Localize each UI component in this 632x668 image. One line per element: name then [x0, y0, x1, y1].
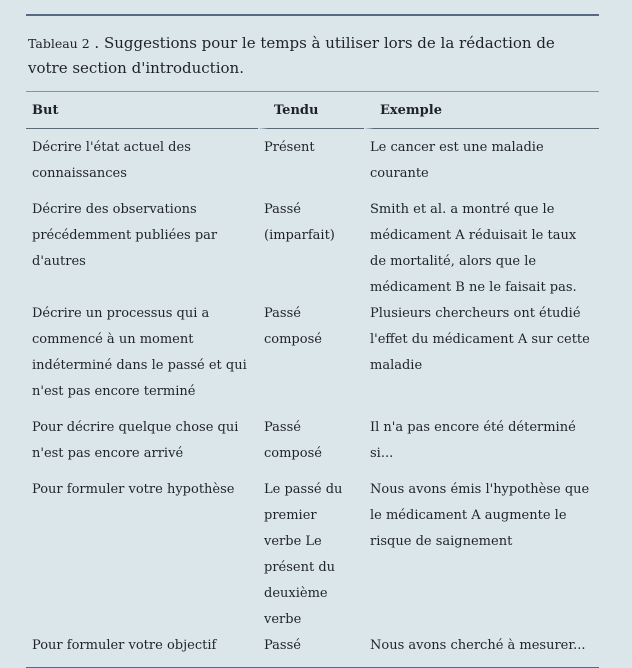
cell-but: Pour formuler votre objectif: [32, 638, 217, 653]
cell-tendu: Passé composé: [264, 306, 322, 347]
cell-but: Décrire un processus qui a commencé à un moment indéterminé dans le passé et qui n'est pas encore terminé: [32, 306, 247, 399]
caption-text: . Suggestions pour le temps à utiliser lors de la rédaction de votre section d'introduction.: [28, 34, 555, 77]
caption-label: Tableau 2: [28, 36, 90, 51]
cell-but: Décrire l'état actuel des connaissances: [32, 140, 191, 181]
table-row: [26, 301, 599, 415]
header-exemple: Exemple: [364, 92, 599, 129]
cell-but: Pour formuler votre hypothèse: [32, 482, 235, 497]
cell-tendu: Passé (imparfait): [264, 202, 335, 243]
table-row: [26, 197, 599, 301]
cell-exemple: Le cancer est une maladie courante: [370, 140, 544, 181]
cell-exemple: Smith et al. a montré que le médicament A réduisait le taux de mortalité, alors que le médicament B ne le faisait pas.: [370, 202, 577, 295]
table-row: [26, 633, 599, 661]
cell-tendu: Le passé du premier verbe Le présent du deuxième verbe: [264, 482, 343, 627]
table-figure: [26, 0, 599, 668]
cell-exemple: Nous avons cherché à mesurer...: [370, 638, 586, 653]
header-tendu: Tendu: [258, 92, 364, 129]
cell-tendu: Passé composé: [264, 420, 322, 461]
cell-exemple: Plusieurs chercheurs ont étudié l'effet du médicament A sur cette maladie: [370, 306, 590, 373]
cell-but: Décrire des observations précédemment publiées par d'autres: [32, 202, 218, 269]
cell-exemple: Nous avons émis l'hypothèse que le médicament A augmente le risque de saignement: [370, 482, 590, 549]
cell-tendu: Passé: [264, 638, 301, 653]
header-row: [26, 92, 599, 129]
cell-exemple: Il n'a pas encore été déterminé si...: [370, 420, 576, 461]
header-but: But: [26, 92, 258, 129]
cell-tendu: Présent: [264, 140, 315, 155]
table-caption: [28, 16, 588, 84]
table-row: [26, 129, 599, 197]
table-row: [26, 415, 599, 477]
tense-table: [26, 92, 599, 661]
table-row: [26, 477, 599, 633]
cell-but: Pour décrire quelque chose qui n'est pas encore arrivé: [32, 420, 239, 461]
